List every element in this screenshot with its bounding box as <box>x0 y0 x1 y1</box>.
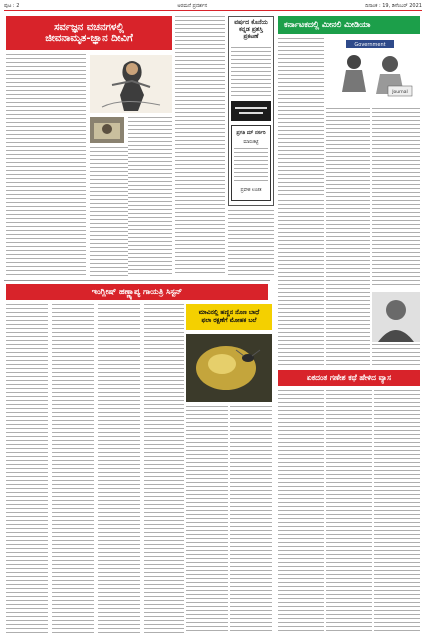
story1-headline-line2: ಜೀವನಾಮೃತ-ಜ್ಞಾನ ದೀವಿಗೆ <box>45 33 133 44</box>
page-number: ಪುಟ : 2 <box>4 3 20 9</box>
story1-column-1 <box>6 54 86 276</box>
cartoon-label-left: Government <box>354 42 386 48</box>
ad-body <box>234 148 268 184</box>
sarvajna-illustration <box>90 55 172 113</box>
story2-column-1 <box>278 38 324 198</box>
cartoon-label-right: Journal <box>392 90 408 95</box>
media-cartoon <box>326 38 420 104</box>
sarvajna-photo <box>90 117 124 143</box>
middle-column-2 <box>228 210 274 276</box>
mango-fly-photo <box>186 334 272 402</box>
story4-headline <box>186 304 272 330</box>
ad-box <box>231 125 271 201</box>
story5-headline <box>278 370 420 386</box>
middle-column-1 <box>175 16 225 276</box>
sidebar-box <box>228 16 274 206</box>
author-caption <box>372 344 420 366</box>
author-photo <box>372 292 420 342</box>
story5-column-2 <box>326 390 372 634</box>
story3-column-2 <box>52 304 94 634</box>
story5-column-1 <box>278 390 324 634</box>
story1-column-3 <box>128 117 172 276</box>
horizontal-rule-1 <box>4 280 270 281</box>
paper-name: ಅರಮನೆ ಪ್ರದರ್ಶನ <box>177 3 208 9</box>
ad-line2: ಮಾರುಕಟ್ಟೆ <box>243 140 259 145</box>
story4-column-2 <box>230 406 272 634</box>
story5-column-3 <box>374 390 420 634</box>
story3-headline-text: ಇಂಗ್ಲೀಷ್ ಹಣ್ಣ್ಯಾಪ್ಯ ಗಾಯತ್ರಿ ಸಿಸ್ಟನ್ <box>91 286 183 296</box>
story3-column-1 <box>6 304 48 634</box>
story1-headline <box>6 16 172 50</box>
story2-headline-text: ಕರ್ನಾಟಕದಲ್ಲಿ ಮೀನಲಿ ಮೀಡಿಯಾ <box>284 20 371 29</box>
masthead <box>4 2 422 11</box>
story4-column-1 <box>186 406 228 634</box>
sidebar-box-body <box>231 47 271 97</box>
story4-headline-line1: ಮಾವಿನಲ್ಲಿ ಹಣ್ಣಿನ ನೊಣ ಬಾಧೆ <box>198 309 260 317</box>
story2-headline <box>278 16 420 34</box>
story5-headline-text: ಏಕದಂತ ಗಣೇಶ ಕಥೆ ಹೇಳಿದ ವ್ಯಾಸ <box>306 372 392 382</box>
sidebar-box-title: ವರ್ಷದ ಕೊನೆಯ ಕನ್ನಡ ಪ್ರಶಸ್ತಿ ಪ್ರಕಟಣೆ <box>234 19 268 41</box>
story2-column-3 <box>372 108 420 288</box>
sidebar-box-banner <box>231 101 271 121</box>
story2-column-2 <box>326 108 370 366</box>
story3-column-4 <box>144 304 184 634</box>
ad-line1: ಪ್ರಗತಿ ಮ್ ನರ್ಸರಿ <box>236 130 266 136</box>
story3-headline <box>6 284 268 300</box>
page-date: ದಿನಾಂಕ : 19, ಡಿಸೆಂಬರ್ 2021 <box>365 3 422 9</box>
story1-headline-line1: ಸರ್ವಜ್ಞನ ವಚನಗಳಲ್ಲಿ <box>54 22 124 33</box>
story2-column-lower <box>278 200 324 366</box>
story1-column-2 <box>90 147 128 276</box>
story3-column-3 <box>98 304 140 634</box>
ad-line3: ಪ್ರವೇಶ ಉಚಿತ <box>240 188 262 193</box>
story4-headline-line2: ಫಲಾ ರಕ್ಷಣೆಗೆ ಮೋಹಕ ಬಲೆ <box>201 317 257 324</box>
